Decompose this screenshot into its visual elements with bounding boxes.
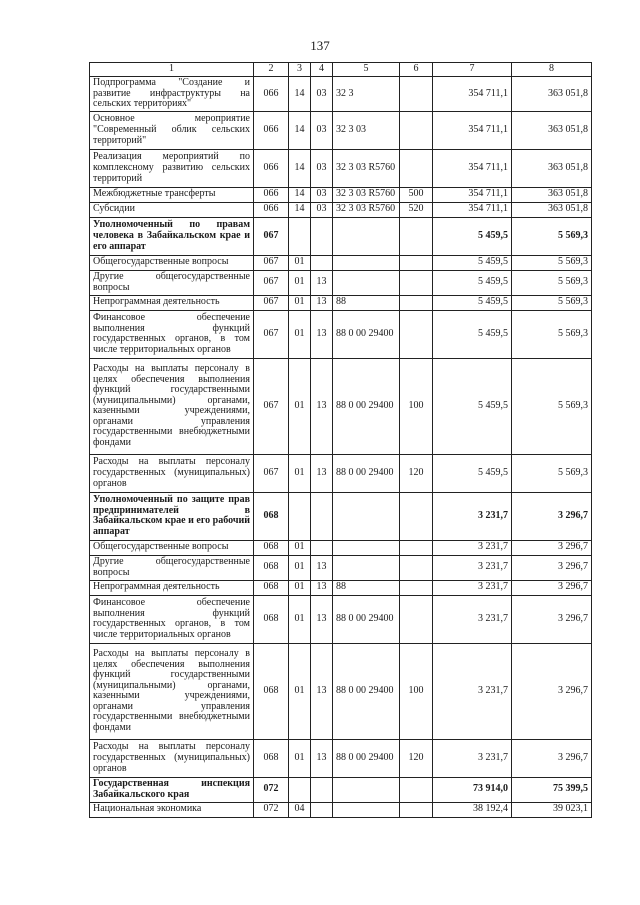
table-row <box>90 540 592 555</box>
admin-code: 067 <box>254 270 289 295</box>
section-code: 01 <box>289 643 311 739</box>
subsection-code: 13 <box>311 295 333 310</box>
amount-year-2: 5 569,3 <box>512 270 592 295</box>
admin-code: 067 <box>254 310 289 358</box>
table-row <box>90 358 592 454</box>
subsection-code: 13 <box>311 310 333 358</box>
table-row <box>90 739 592 777</box>
section-code: 14 <box>289 187 311 202</box>
table-row <box>90 217 592 255</box>
admin-code: 068 <box>254 595 289 643</box>
row-description: Межбюджетные трансферты <box>90 187 254 202</box>
admin-code: 068 <box>254 643 289 739</box>
section-code: 14 <box>289 111 311 149</box>
column-header: 6 <box>400 63 433 77</box>
subsection-code: 13 <box>311 643 333 739</box>
amount-year-1: 38 192,4 <box>433 802 512 817</box>
amount-year-1: 354 711,1 <box>433 111 512 149</box>
target-article-code: 88 0 00 29400 <box>333 358 400 454</box>
column-header: 7 <box>433 63 512 77</box>
table-row <box>90 111 592 149</box>
amount-year-1: 354 711,1 <box>433 187 512 202</box>
row-description: Другие общегосударственные вопросы <box>90 270 254 295</box>
subsection-code: 03 <box>311 202 333 217</box>
admin-code: 067 <box>254 358 289 454</box>
subsection-code: 13 <box>311 739 333 777</box>
subsection-code <box>311 255 333 270</box>
expense-type-code <box>400 492 433 540</box>
column-header: 4 <box>311 63 333 77</box>
section-code: 01 <box>289 454 311 492</box>
table-row <box>90 643 592 739</box>
expense-type-code <box>400 310 433 358</box>
amount-year-2: 75 399,5 <box>512 777 592 802</box>
amount-year-1: 3 231,7 <box>433 643 512 739</box>
row-description: Другие общегосударственные вопросы <box>90 555 254 580</box>
row-description: Общегосударственные вопросы <box>90 540 254 555</box>
amount-year-2: 3 296,7 <box>512 595 592 643</box>
section-code: 01 <box>289 270 311 295</box>
amount-year-2: 5 569,3 <box>512 295 592 310</box>
section-code: 14 <box>289 77 311 112</box>
admin-code: 067 <box>254 295 289 310</box>
expense-type-code <box>400 217 433 255</box>
section-code <box>289 217 311 255</box>
section-code: 01 <box>289 540 311 555</box>
target-article-code: 32 3 03 R5760 <box>333 149 400 187</box>
amount-year-2: 5 569,3 <box>512 358 592 454</box>
section-code: 01 <box>289 255 311 270</box>
subsection-code: 03 <box>311 149 333 187</box>
admin-code: 068 <box>254 739 289 777</box>
section-code: 01 <box>289 358 311 454</box>
expense-type-code <box>400 77 433 112</box>
amount-year-2: 363 051,8 <box>512 77 592 112</box>
row-description: Подпрограмма "Создание и развитие инфраструктуры на сельских территориях" <box>90 77 254 112</box>
target-article-code <box>333 777 400 802</box>
expense-type-code <box>400 111 433 149</box>
section-code: 01 <box>289 739 311 777</box>
table-row <box>90 454 592 492</box>
section-code: 01 <box>289 580 311 595</box>
amount-year-1: 3 231,7 <box>433 492 512 540</box>
amount-year-1: 3 231,7 <box>433 595 512 643</box>
target-article-code: 88 0 00 29400 <box>333 310 400 358</box>
page-number: 137 <box>310 38 330 53</box>
column-header: 5 <box>333 63 400 77</box>
row-description: Расходы на выплаты персоналу государственных (муниципальных) органов <box>90 739 254 777</box>
row-description: Реализация мероприятий по комплексному развитию сельских территорий <box>90 149 254 187</box>
subsection-code <box>311 802 333 817</box>
expense-type-code <box>400 270 433 295</box>
admin-code: 067 <box>254 454 289 492</box>
column-header: 2 <box>254 63 289 77</box>
section-code <box>289 492 311 540</box>
table-row <box>90 802 592 817</box>
target-article-code <box>333 270 400 295</box>
section-code <box>289 777 311 802</box>
row-description: Общегосударственные вопросы <box>90 255 254 270</box>
section-code: 04 <box>289 802 311 817</box>
amount-year-2: 39 023,1 <box>512 802 592 817</box>
column-header: 1 <box>90 63 254 77</box>
expense-type-code <box>400 149 433 187</box>
expense-type-code: 100 <box>400 358 433 454</box>
target-article-code <box>333 555 400 580</box>
row-description: Основное мероприятие "Современный облик сельских территорий" <box>90 111 254 149</box>
expense-type-code <box>400 255 433 270</box>
admin-code: 066 <box>254 149 289 187</box>
amount-year-2: 5 569,3 <box>512 255 592 270</box>
amount-year-1: 3 231,7 <box>433 540 512 555</box>
amount-year-2: 3 296,7 <box>512 540 592 555</box>
expense-type-code <box>400 595 433 643</box>
admin-code: 067 <box>254 255 289 270</box>
section-code: 14 <box>289 202 311 217</box>
column-header: 8 <box>512 63 592 77</box>
expense-type-code: 120 <box>400 454 433 492</box>
section-code: 01 <box>289 295 311 310</box>
row-description: Расходы на выплаты персоналу государственных (муниципальных) органов <box>90 454 254 492</box>
amount-year-1: 354 711,1 <box>433 77 512 112</box>
amount-year-2: 363 051,8 <box>512 111 592 149</box>
expense-type-code: 120 <box>400 739 433 777</box>
amount-year-1: 3 231,7 <box>433 555 512 580</box>
amount-year-1: 3 231,7 <box>433 580 512 595</box>
subsection-code: 03 <box>311 111 333 149</box>
subsection-code <box>311 540 333 555</box>
admin-code: 068 <box>254 580 289 595</box>
expense-type-code <box>400 580 433 595</box>
row-description: Финансовое обеспечение выполнения функций государственных органов, в том числе территориальных органов <box>90 310 254 358</box>
amount-year-2: 3 296,7 <box>512 492 592 540</box>
expense-type-code <box>400 777 433 802</box>
amount-year-2: 3 296,7 <box>512 580 592 595</box>
subsection-code: 13 <box>311 595 333 643</box>
subsection-code <box>311 492 333 540</box>
amount-year-2: 363 051,8 <box>512 202 592 217</box>
target-article-code: 88 0 00 29400 <box>333 643 400 739</box>
budget-table <box>89 62 592 818</box>
target-article-code <box>333 540 400 555</box>
amount-year-1: 5 459,5 <box>433 217 512 255</box>
target-article-code <box>333 492 400 540</box>
row-description: Непрограммная деятельность <box>90 295 254 310</box>
budget-table-body <box>90 63 592 818</box>
admin-code: 068 <box>254 555 289 580</box>
admin-code: 066 <box>254 202 289 217</box>
row-description: Финансовое обеспечение выполнения функций государственных органов, в том числе территориальных органов <box>90 595 254 643</box>
amount-year-2: 3 296,7 <box>512 739 592 777</box>
row-description: Расходы на выплаты персоналу в целях обеспечения выполнения функций государственными (муниципальными) органами, казенными учреждениями, органами управления государственными внебюджетными фондами <box>90 358 254 454</box>
amount-year-1: 3 231,7 <box>433 739 512 777</box>
row-description: Непрограммная деятельность <box>90 580 254 595</box>
table-row <box>90 580 592 595</box>
amount-year-2: 3 296,7 <box>512 555 592 580</box>
table-row <box>90 555 592 580</box>
column-header: 3 <box>289 63 311 77</box>
target-article-code: 88 0 00 29400 <box>333 739 400 777</box>
admin-code: 068 <box>254 540 289 555</box>
target-article-code: 32 3 03 R5760 <box>333 202 400 217</box>
table-row <box>90 202 592 217</box>
subsection-code <box>311 217 333 255</box>
target-article-code: 88 <box>333 295 400 310</box>
table-row <box>90 187 592 202</box>
table-row <box>90 255 592 270</box>
row-description: Уполномоченный по защите прав предпринимателей в Забайкальском крае и его рабочий аппарат <box>90 492 254 540</box>
amount-year-1: 354 711,1 <box>433 149 512 187</box>
expense-type-code: 500 <box>400 187 433 202</box>
admin-code: 066 <box>254 77 289 112</box>
amount-year-2: 5 569,3 <box>512 310 592 358</box>
section-code: 01 <box>289 310 311 358</box>
subsection-code: 03 <box>311 77 333 112</box>
amount-year-1: 5 459,5 <box>433 255 512 270</box>
amount-year-1: 354 711,1 <box>433 202 512 217</box>
row-description: Уполномоченный по правам человека в Забайкальском крае и его аппарат <box>90 217 254 255</box>
table-row <box>90 270 592 295</box>
expense-type-code <box>400 555 433 580</box>
amount-year-2: 5 569,3 <box>512 454 592 492</box>
row-description: Национальная экономика <box>90 802 254 817</box>
target-article-code <box>333 217 400 255</box>
expense-type-code <box>400 802 433 817</box>
target-article-code: 32 3 03 R5760 <box>333 187 400 202</box>
target-article-code: 88 <box>333 580 400 595</box>
subsection-code: 13 <box>311 580 333 595</box>
admin-code: 072 <box>254 777 289 802</box>
expense-type-code <box>400 540 433 555</box>
amount-year-1: 5 459,5 <box>433 295 512 310</box>
amount-year-2: 3 296,7 <box>512 643 592 739</box>
target-article-code <box>333 255 400 270</box>
target-article-code: 88 0 00 29400 <box>333 454 400 492</box>
admin-code: 072 <box>254 802 289 817</box>
table-row <box>90 310 592 358</box>
subsection-code: 13 <box>311 454 333 492</box>
amount-year-1: 5 459,5 <box>433 270 512 295</box>
admin-code: 066 <box>254 111 289 149</box>
admin-code: 068 <box>254 492 289 540</box>
subsection-code <box>311 777 333 802</box>
expense-type-code: 520 <box>400 202 433 217</box>
amount-year-2: 363 051,8 <box>512 149 592 187</box>
amount-year-2: 363 051,8 <box>512 187 592 202</box>
table-row <box>90 777 592 802</box>
section-code: 14 <box>289 149 311 187</box>
admin-code: 066 <box>254 187 289 202</box>
target-article-code: 88 0 00 29400 <box>333 595 400 643</box>
amount-year-1: 5 459,5 <box>433 358 512 454</box>
row-description: Государственная инспекция Забайкальского края <box>90 777 254 802</box>
subsection-code: 03 <box>311 187 333 202</box>
table-row <box>90 77 592 112</box>
admin-code: 067 <box>254 217 289 255</box>
amount-year-1: 5 459,5 <box>433 454 512 492</box>
section-code: 01 <box>289 595 311 643</box>
row-description: Расходы на выплаты персоналу в целях обеспечения выполнения функций государственными (муниципальными) органами, казенными учреждениями, органами управления государственными внебюджетными фондами <box>90 643 254 739</box>
table-header-row <box>90 63 592 77</box>
subsection-code: 13 <box>311 270 333 295</box>
table-row <box>90 492 592 540</box>
subsection-code: 13 <box>311 358 333 454</box>
amount-year-1: 5 459,5 <box>433 310 512 358</box>
table-row <box>90 295 592 310</box>
table-row <box>90 149 592 187</box>
target-article-code <box>333 802 400 817</box>
expense-type-code: 100 <box>400 643 433 739</box>
expense-type-code <box>400 295 433 310</box>
subsection-code: 13 <box>311 555 333 580</box>
target-article-code: 32 3 03 <box>333 111 400 149</box>
amount-year-1: 73 914,0 <box>433 777 512 802</box>
amount-year-2: 5 569,3 <box>512 217 592 255</box>
target-article-code: 32 3 <box>333 77 400 112</box>
section-code: 01 <box>289 555 311 580</box>
row-description: Субсидии <box>90 202 254 217</box>
table-row <box>90 595 592 643</box>
